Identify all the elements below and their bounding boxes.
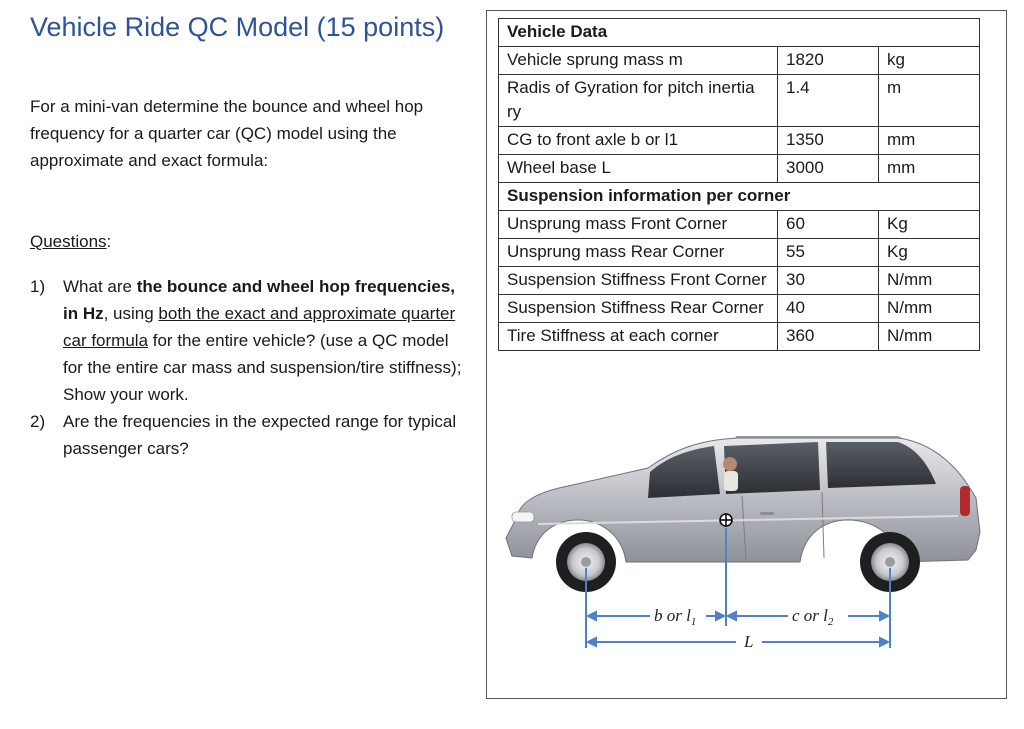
table-section-header: Suspension information per corner <box>499 183 980 211</box>
row-unit: Kg <box>879 211 980 239</box>
row-label: Suspension Stiffness Front Corner <box>499 267 778 295</box>
row-value: 3000 <box>778 155 879 183</box>
table-header: Vehicle Data <box>499 19 980 47</box>
row-value: 360 <box>778 323 879 351</box>
cg-marker-icon <box>720 514 732 526</box>
questions-list <box>30 273 470 462</box>
question-bold: the bounce and wheel hop frequencies, in Hz <box>63 277 456 323</box>
question-underline: both the exact and approximate quarter car formula <box>63 304 456 350</box>
table-row <box>499 47 980 75</box>
question-number: 2) <box>30 412 46 431</box>
label-wheelbase-L: L <box>744 632 754 651</box>
row-value: 1820 <box>778 47 879 75</box>
row-unit: N/mm <box>879 267 980 295</box>
question-text: , using <box>103 304 159 323</box>
windshield <box>648 446 720 498</box>
row-value: 30 <box>778 267 879 295</box>
tail-light <box>960 486 970 516</box>
row-label: Wheel base L <box>499 155 778 183</box>
table-header-row <box>499 19 980 47</box>
question-text: for the entire vehicle? (use a QC model for the entire car mass and suspension/tire stiffness); Show your work. <box>63 331 462 404</box>
row-label: CG to front axle b or l1 <box>499 127 778 155</box>
row-label: Unsprung mass Rear Corner <box>499 239 778 267</box>
table-row <box>499 295 980 323</box>
row-label: Suspension Stiffness Rear Corner <box>499 295 778 323</box>
table-row <box>499 127 980 155</box>
question-number: 1) <box>30 277 46 296</box>
table-row <box>499 267 980 295</box>
row-label: Tire Stiffness at each corner <box>499 323 778 351</box>
label-b-or-l1: b or $l_1$ <box>654 606 697 628</box>
question-1 <box>30 273 470 408</box>
table-section-row <box>499 183 980 211</box>
questions-heading-colon: : <box>106 232 112 251</box>
row-value: 1350 <box>778 127 879 155</box>
intro-paragraph: For a mini-van determine the bounce and wheel hop frequency for a quarter car (QC) model using the approximate and exact formula: <box>30 97 424 170</box>
row-unit: kg <box>879 47 980 75</box>
table-row <box>499 239 980 267</box>
vehicle-data-table <box>498 18 980 351</box>
table-row <box>499 75 980 127</box>
table-row <box>499 155 980 183</box>
row-value: 60 <box>778 211 879 239</box>
row-unit: mm <box>879 127 980 155</box>
row-unit: N/mm <box>879 323 980 351</box>
door-handle <box>760 512 774 515</box>
label-c-or-l2: c or $l_2$ <box>792 606 834 628</box>
question-text: What are <box>63 277 137 296</box>
row-label: Unsprung mass Front Corner <box>499 211 778 239</box>
row-label: Radis of Gyration for pitch inertia ry <box>499 75 778 127</box>
row-unit: N/mm <box>879 295 980 323</box>
driver-torso <box>724 471 738 491</box>
row-value: 40 <box>778 295 879 323</box>
row-value: 1.4 <box>778 75 879 127</box>
question-text: Are the frequencies in the expected range for typical passenger cars? <box>63 412 457 458</box>
driver-head <box>723 457 737 471</box>
questions-heading-text: Questions <box>30 232 107 251</box>
table-row <box>499 323 980 351</box>
table-row <box>499 211 980 239</box>
front-side-window <box>724 442 820 494</box>
minivan-diagram <box>498 420 988 660</box>
row-unit: mm <box>879 155 980 183</box>
row-value: 55 <box>778 239 879 267</box>
row-label: Vehicle sprung mass m <box>499 47 778 75</box>
page-title: Vehicle Ride QC Model (15 points) <box>30 12 445 42</box>
headlight <box>512 512 534 522</box>
question-2 <box>30 408 470 462</box>
row-unit: m <box>879 75 980 127</box>
row-unit: Kg <box>879 239 980 267</box>
questions-heading <box>30 232 111 252</box>
